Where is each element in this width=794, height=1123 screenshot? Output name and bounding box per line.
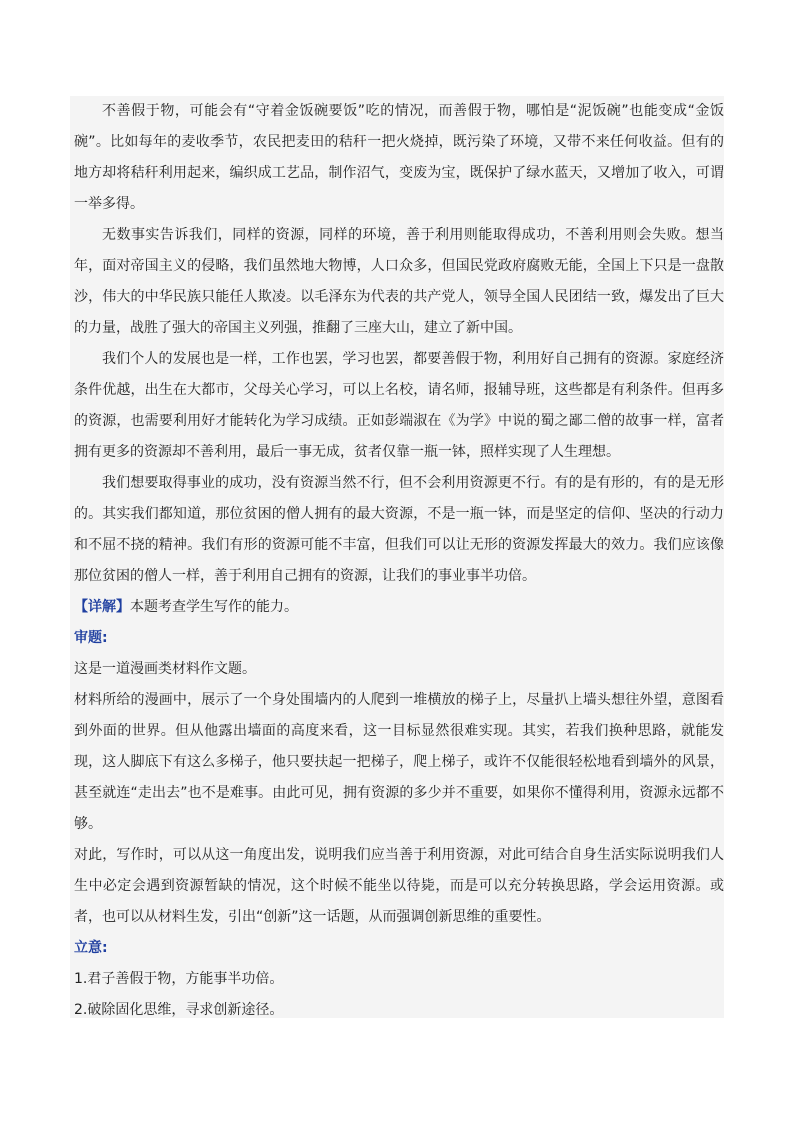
shenti-line-2: 材料所给的漫画中，展示了一个身处围墙内的人爬到一堆横放的梯子上，尽量扒上墙头想往外望，意图看到外面的世界。但从他露出墙面的高度来看，这一目标显然很难实现。其实，若我们换种思路，就能发现，这人脚底下有这么多梯子，他只要扶起一把梯子，爬上梯子，或许不仅能很轻松地看到墙外的风景，甚至就连“走出去”也不是难事。由此可见，拥有资源的多少并不重要，如果你不懂得利用，资源永远都不够。 bbox=[74, 692, 724, 832]
shenti-line-3: 对此，写作时，可以从这一角度出发，说明我们应当善于利用资源，对此可结合自身生活实际说明我们人生中必定会遇到资源暂缺的情况，这个时候不能坐以待毙，而是可以充分转换思路，学会运用资源。或者，也可以从材料生发，引出“创新”这一话题，从而强调创新思维的重要性。 bbox=[74, 847, 724, 925]
essay-paragraph-1: 不善假于物，可能会有“守着金饭碗要饭”吃的情况，而善假于物，哪怕是“泥饭碗”也能变成“金饭碗”。比如每年的麦收季节，农民把麦田的秸秆一把火烧掉，既污染了环境，又带不来任何收益。但有的地方却将秸秆利用起来，编织成工艺品，制作沼气，变废为宝，既保护了绿水蓝天，又增加了收入，可谓一举多得。 bbox=[74, 103, 724, 212]
detail-line bbox=[74, 592, 724, 623]
liyi-item-2: 2.破除固化思维，寻求创新途径。 bbox=[74, 1002, 284, 1018]
detail-text: 本题考查学生写作的能力。 bbox=[130, 599, 298, 615]
essay-paragraph-3: 我们个人的发展也是一样，工作也罢，学习也罢，都要善假于物，利用好自己拥有的资源。家庭经济条件优越，出生在大都市，父母关心学习，可以上名校，请名师，报辅导班，这些都是有利条件。但再多的资源，也需要利用好才能转化为学习成绩。正如彭端淑在《为学》中说的蜀之鄙二僧的故事一样，富者拥有更多的资源却不善利用，最后一事无成，贫者仅靠一瓶一钵，照样实现了人生理想。 bbox=[74, 351, 724, 460]
liyi-heading: 立意: bbox=[74, 940, 108, 956]
document-body bbox=[70, 96, 724, 1018]
essay-paragraph-2: 无数事实告诉我们，同样的资源，同样的环境，善于利用则能取得成功，不善利用则会失败。想当年，面对帝国主义的侵略，我们虽然地大物博，人口众多，但国民党政府腐败无能，全国上下只是一盘散沙，伟大的中华民族只能任人欺凌。以毛泽东为代表的共产党人，领导全国人民团结一致，爆发出了巨大的力量，战胜了强大的帝国主义列强，推翻了三座大山，建立了新中国。 bbox=[74, 227, 724, 336]
shenti-heading: 审题: bbox=[74, 630, 108, 646]
essay-paragraph-4: 我们想要取得事业的成功，没有资源当然不行，但不会利用资源更不行。有的是有形的，有的是无形的。其实我们都知道，那位贫困的僧人拥有的最大资源，不是一瓶一钵，而是坚定的信仰、坚决的行动力和不屈不挠的精神。我们有形的资源可能不丰富，但我们可以让无形的资源发挥最大的效力。我们应该像那位贫困的僧人一样，善于利用自己拥有的资源，让我们的事业事半功倍。 bbox=[74, 475, 724, 584]
detail-label: 【详解】 bbox=[74, 599, 130, 615]
liyi-item-1: 1.君子善假于物，方能事半功倍。 bbox=[74, 971, 284, 987]
shenti-line-1: 这是一道漫画类材料作文题。 bbox=[74, 661, 256, 677]
